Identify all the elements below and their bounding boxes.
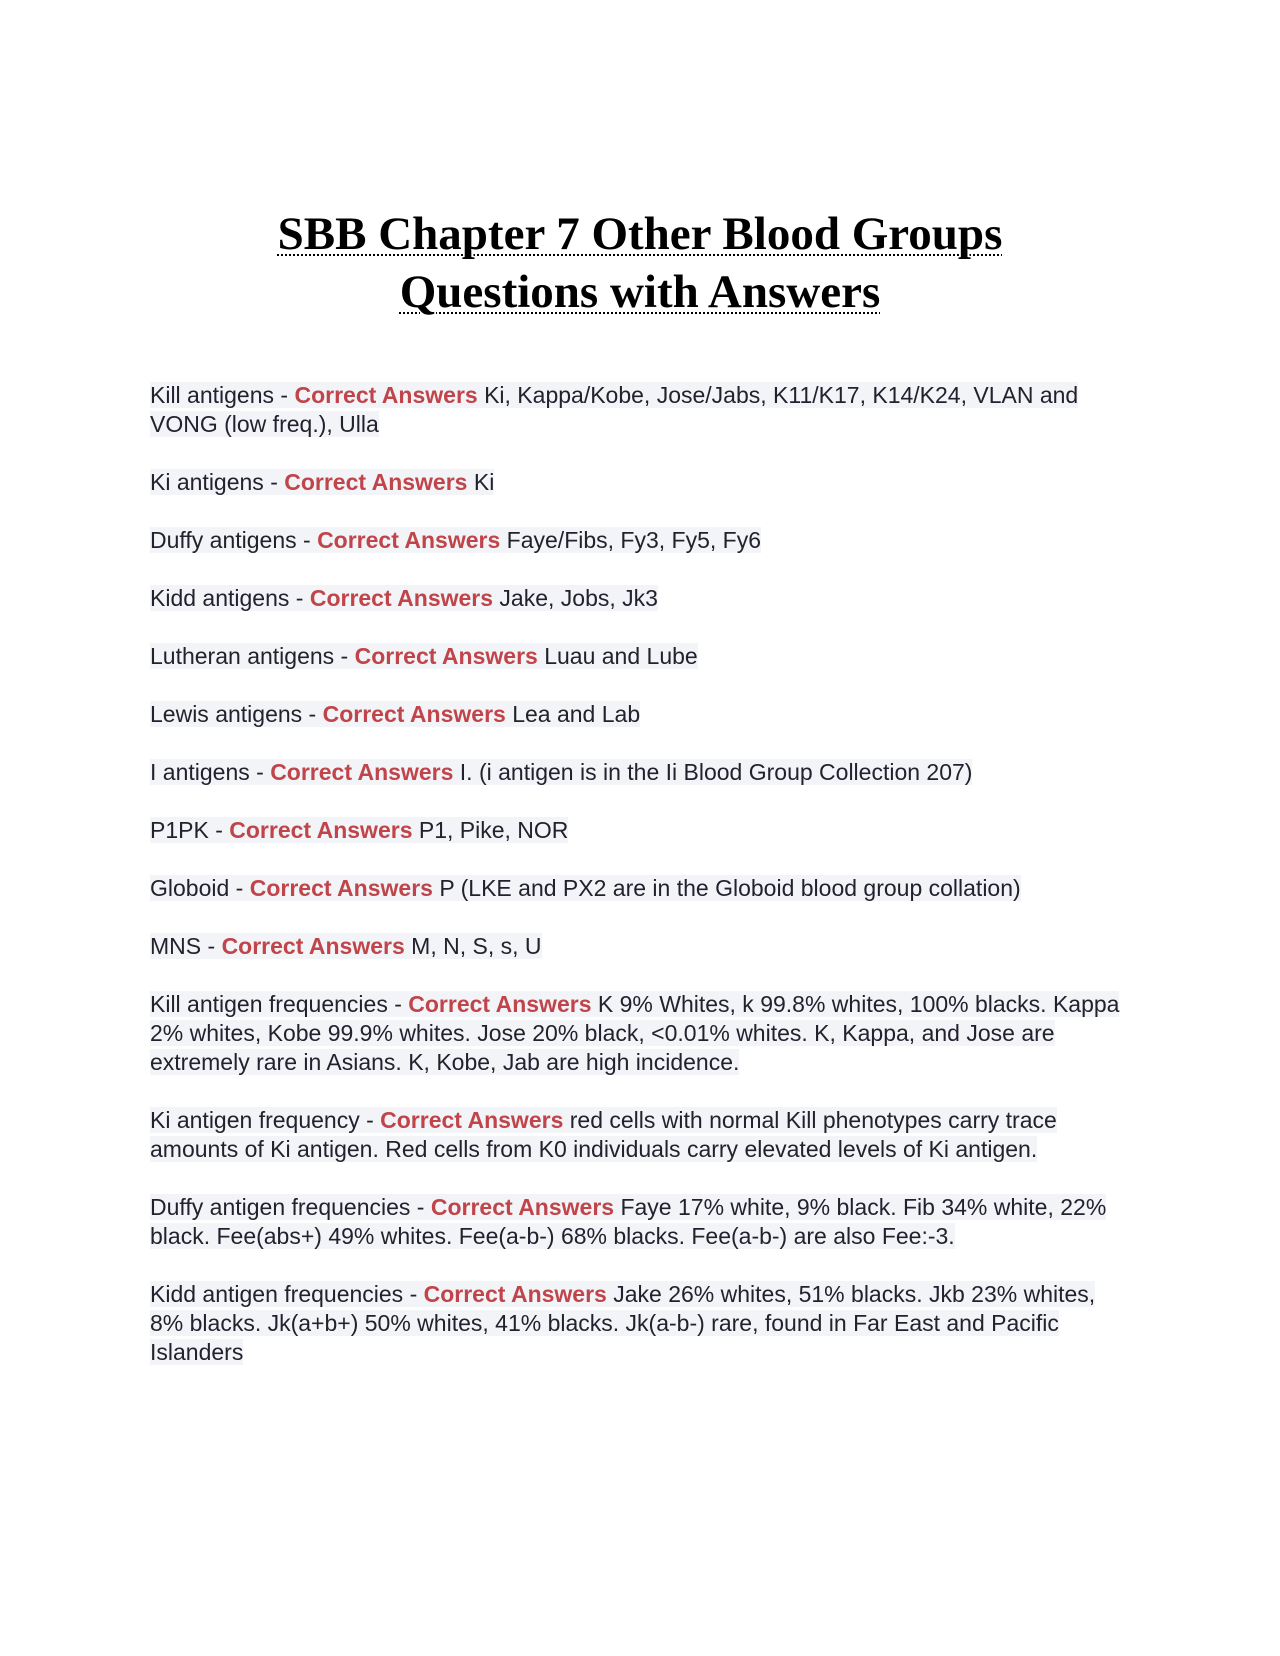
qa-answer: I. (i antigen is in the Ii Blood Group Collection 207) — [453, 759, 973, 785]
qa-question: Duffy antigens - — [150, 527, 318, 553]
qa-answer: red cells with normal Kill phenotypes carry trace amounts of Ki antigen. Red cells from K0 individuals carry elevated levels of Ki antigen. — [150, 1107, 1057, 1162]
qa-list — [150, 381, 1130, 1396]
qa-answer: K 9% Whites, k 99.8% whites, 100% blacks. Kappa 2% whites, Kobe 99.9% whites. Jose 20% black, <0.01% whites. K, Kappa, and Jose are extremely rare in Asians. K, Kobe, Jab are high incidence. — [150, 991, 1120, 1075]
qa-question: P1PK - — [150, 817, 230, 843]
qa-answer: Ki — [467, 469, 495, 495]
qa-item — [150, 526, 1130, 555]
qa-question: Duffy antigen frequencies - — [150, 1194, 431, 1220]
qa-item — [150, 816, 1130, 845]
correct-answers-label: Correct Answers — [229, 817, 413, 843]
qa-item — [150, 874, 1130, 903]
correct-answers-label: Correct Answers — [430, 1194, 615, 1220]
correct-answers-label: Correct Answers — [408, 991, 592, 1017]
qa-question: Kill antigen frequencies - — [150, 991, 409, 1017]
qa-item — [150, 468, 1130, 497]
qa-item — [150, 758, 1130, 787]
correct-answers-label: Correct Answers — [249, 875, 433, 901]
qa-answer: Lea and Lab — [505, 701, 641, 727]
qa-question: MNS - — [150, 933, 222, 959]
qa-answer: Ki, Kappa/Kobe, Jose/Jabs, K11/K17, K14/K24, VLAN and VONG (low freq.), Ulla — [150, 382, 1079, 437]
qa-item — [150, 932, 1130, 961]
qa-item — [150, 1193, 1130, 1251]
qa-answer: P (LKE and PX2 are in the Globoid blood group collation) — [432, 875, 1021, 901]
qa-item — [150, 700, 1130, 729]
qa-question: Ki antigen frequency - — [150, 1107, 381, 1133]
qa-item — [150, 990, 1130, 1077]
qa-item — [150, 1106, 1130, 1164]
correct-answers-label: Correct Answers — [317, 527, 501, 553]
qa-answer: Jake 26% whites, 51% blacks. Jkb 23% whites, 8% blacks. Jk(a+b+) 50% whites, 41% blacks. Jk(a-b-) rare, found in Far East and Pacific Islanders — [150, 1281, 1096, 1365]
qa-item — [150, 584, 1130, 613]
correct-answers-label: Correct Answers — [322, 701, 506, 727]
qa-question: Kidd antigen frequencies - — [150, 1281, 424, 1307]
qa-answer: Jake, Jobs, Jk3 — [493, 585, 658, 611]
qa-item — [150, 1280, 1130, 1367]
correct-answers-label: Correct Answers — [423, 1281, 607, 1307]
correct-answers-label: Correct Answers — [309, 585, 494, 611]
correct-answers-label: Correct Answers — [221, 933, 405, 959]
qa-question: Kidd antigens - — [150, 585, 310, 611]
qa-answer: P1, Pike, NOR — [412, 817, 569, 843]
qa-answer: Faye/Fibs, Fy3, Fy5, Fy6 — [500, 527, 762, 553]
qa-question: Ki antigens - — [150, 469, 285, 495]
qa-question: Kill antigens - — [150, 382, 295, 408]
qa-question: Globoid - — [150, 875, 250, 901]
qa-question: Lewis antigens - — [150, 701, 323, 727]
qa-answer: Faye 17% white, 9% black. Fib 34% white, 22% black. Fee(abs+) 49% whites. Fee(a-b-) 68% blacks. Fee(a-b-) are also Fee:-3. — [150, 1194, 1107, 1249]
correct-answers-label: Correct Answers — [270, 759, 454, 785]
title-line-1: SBB Chapter 7 Other Blood Groups — [277, 208, 1003, 260]
correct-answers-label: Correct Answers — [380, 1107, 564, 1133]
document-title — [150, 205, 1130, 321]
correct-answers-label: Correct Answers — [354, 643, 538, 669]
qa-item — [150, 642, 1130, 671]
qa-item — [150, 381, 1130, 439]
correct-answers-label: Correct Answers — [294, 382, 478, 408]
qa-question: I antigens - — [150, 759, 271, 785]
correct-answers-label: Correct Answers — [284, 469, 468, 495]
qa-question: Lutheran antigens - — [150, 643, 355, 669]
qa-answer: M, N, S, s, U — [404, 933, 542, 959]
title-line-2: Questions with Answers — [399, 266, 881, 318]
qa-answer: Luau and Lube — [537, 643, 698, 669]
